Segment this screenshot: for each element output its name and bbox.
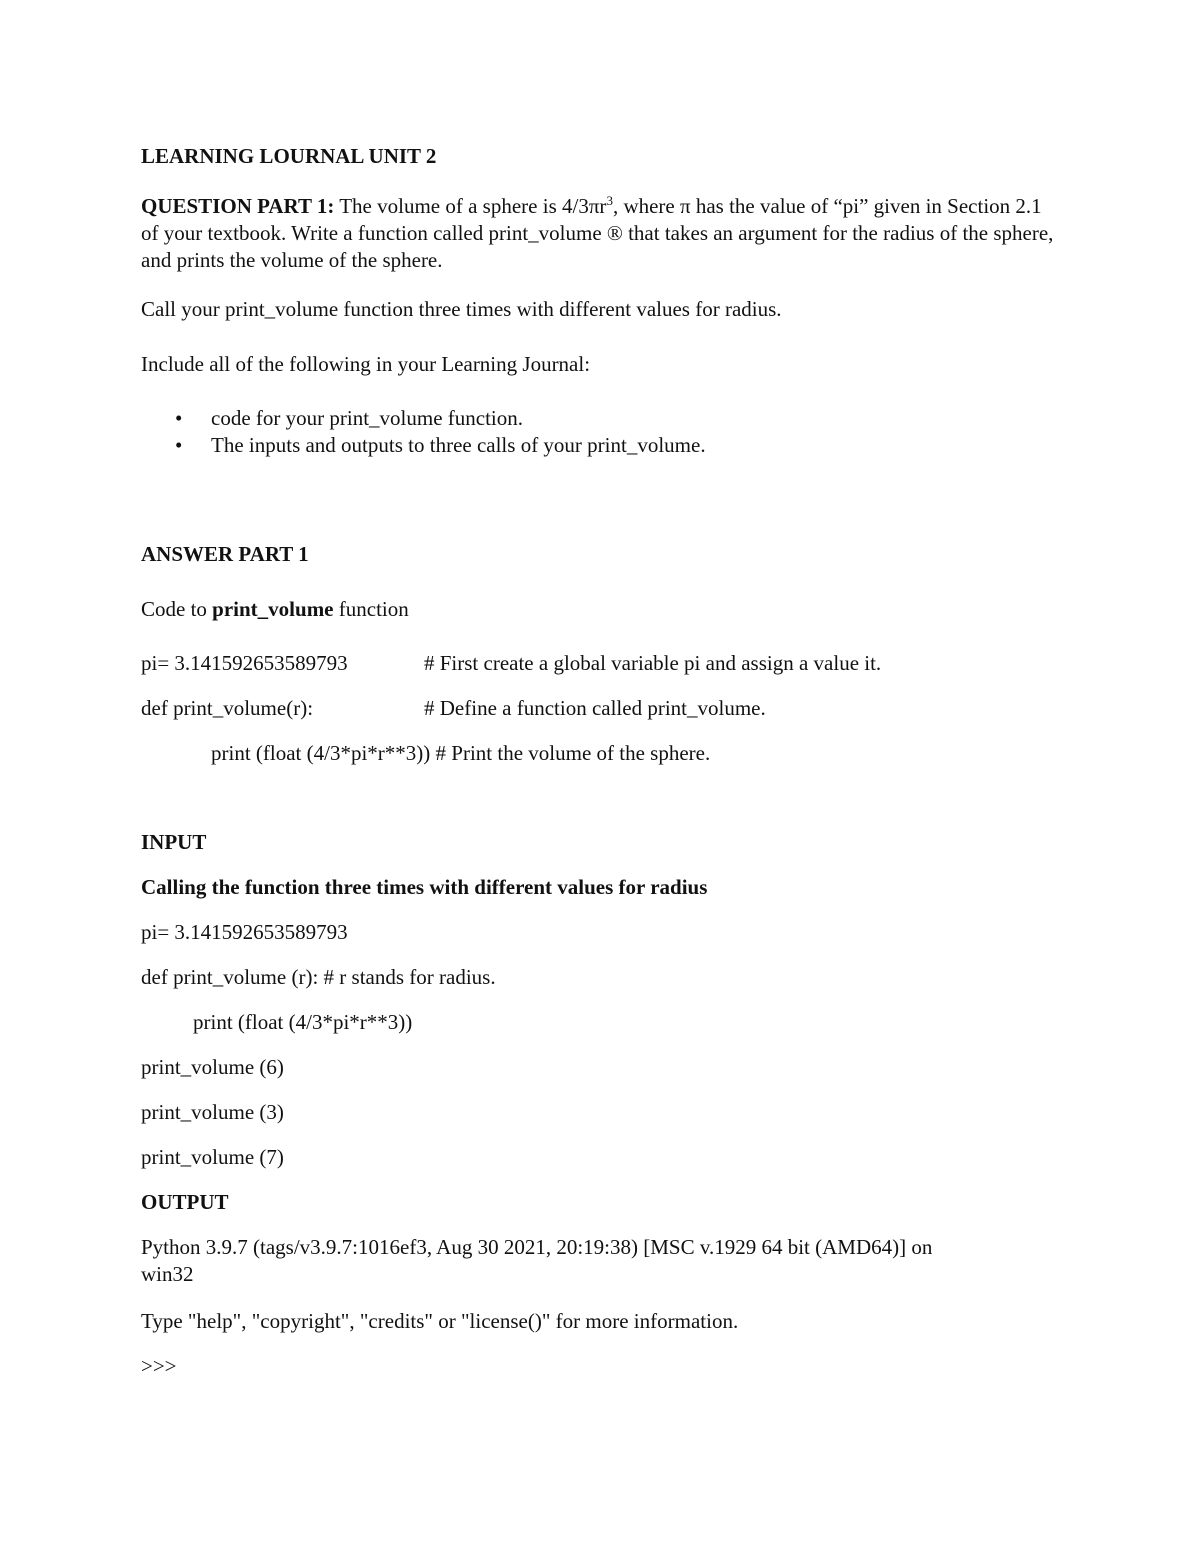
code-line-print: print (float (4/3*pi*r**3)) # Print the volume of the sphere. [211, 741, 711, 765]
bullet-icon: • [175, 406, 183, 430]
document-title: LEARNING LOURNAL UNIT 2 [141, 144, 437, 168]
input-subheading: Calling the function three times with different values for radius [141, 875, 708, 899]
input-line-def: def print_volume (r): # r stands for radius. [141, 965, 496, 989]
code-comment-def: # Define a function called print_volume. [424, 696, 766, 720]
output-prompt: >>> [141, 1354, 177, 1378]
input-line-pi: pi= 3.141592653589793 [141, 920, 348, 944]
input-line-print: print (float (4/3*pi*r**3)) [193, 1010, 413, 1034]
question-superscript: 3 [606, 193, 613, 208]
code-intro-suffix: function [333, 597, 409, 621]
input-heading: INPUT [141, 830, 207, 854]
input-call: print_volume (7) [141, 1145, 284, 1169]
output-python-line-cont: win32 [141, 1262, 194, 1286]
code-intro [141, 596, 409, 623]
question-label: QUESTION PART 1: [141, 194, 335, 218]
answer-heading: ANSWER PART 1 [141, 542, 309, 566]
output-python-line: Python 3.9.7 (tags/v3.9.7:1016ef3, Aug 30 2021, 20:19:38) [MSC v.1929 64 bit (AMD64)] on [141, 1235, 933, 1259]
bullet-text: code for your print_volume function. [211, 406, 524, 430]
question-paragraph [141, 187, 1061, 274]
code-intro-function-name: print_volume [212, 597, 334, 621]
code-comment-pi: # First create a global variable pi and assign a value it. [424, 651, 882, 675]
bullet-text: The inputs and outputs to three calls of your print_volume. [211, 433, 706, 457]
call-instruction: Call your print_volume function three times with different values for radius. [141, 297, 782, 321]
input-call: print_volume (6) [141, 1055, 284, 1079]
code-intro-text: Code to [141, 597, 213, 621]
question-text-a: The volume of a sphere is 4/3πr [334, 194, 607, 218]
include-instruction: Include all of the following in your Learning Journal: [141, 352, 591, 376]
bullet-icon: • [175, 433, 183, 457]
code-line-pi: pi= 3.141592653589793 [141, 651, 348, 675]
output-type-line: Type "help", "copyright", "credits" or "license()" for more information. [141, 1309, 739, 1333]
output-heading: OUTPUT [141, 1190, 229, 1214]
question-text-b: , where π has the value of “pi” given in Section 2.1 of your textbook. Write a function called print_volume ® that takes an argument for the radius of the sphere, and prints the volume of the sphere. [141, 194, 1054, 272]
input-call: print_volume (3) [141, 1100, 284, 1124]
code-line-def: def print_volume(r): [141, 696, 314, 720]
